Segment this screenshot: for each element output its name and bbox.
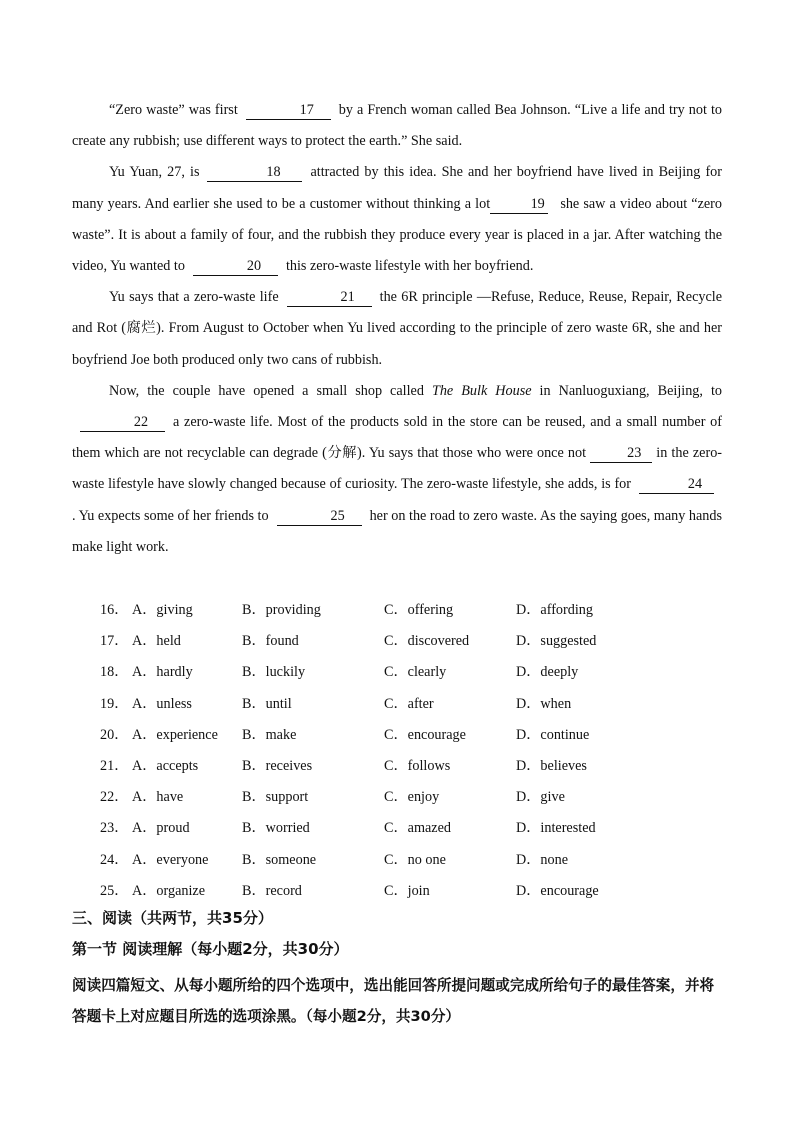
option-a: A．hardly (132, 664, 193, 681)
option-c: C．no one (384, 851, 446, 868)
question-number: 19． (100, 695, 129, 712)
blank-19: 19 (490, 195, 548, 214)
text-segment: “Zero waste” was first (109, 102, 238, 118)
option-a: A．have (132, 789, 184, 806)
paragraph-3 (72, 282, 722, 376)
question-number: 16． (100, 602, 129, 618)
blank-20: 20 (193, 257, 278, 276)
blank-23: 23 (590, 444, 652, 463)
option-d: D．affording (516, 602, 593, 618)
option-d: D．interested (516, 820, 596, 837)
option-d: D．deeply (516, 664, 579, 681)
option-c: C．offering (384, 602, 454, 618)
option-b: B．providing (242, 602, 321, 618)
option-c: C．clearly (384, 664, 447, 681)
option-b: B．until (242, 695, 292, 712)
option-b: B．luckily (242, 664, 306, 681)
option-a: A．everyone (132, 851, 209, 868)
option-d: D．give (516, 789, 565, 806)
option-d: D．encourage (516, 882, 599, 899)
option-d: D．when (516, 695, 572, 712)
option-d: D．none (516, 851, 569, 868)
question-number: 22． (100, 789, 129, 806)
question-number: 21． (100, 757, 129, 774)
option-b: B．make (242, 726, 297, 743)
text-segment: she saw a video about “zero waste”. It is about a family of four, and the rubbish they produce every year is placed in a jar. After watching the video, Yu wanted to (72, 195, 722, 275)
option-c: C．after (384, 695, 434, 712)
section-instructions: 阅读四篇短文、从每小题所给的四个选项中，选出能回答所提问题或完成所给句子的最佳答案，并将答题卡上对应题目所选的选项涂黑。（每小题2分，共30分） (72, 977, 715, 1025)
cloze-passage (72, 95, 722, 563)
question-number: 18． (100, 664, 129, 681)
text-segment: . Yu expects some of her friends to (72, 507, 269, 524)
option-b: B．support (242, 789, 309, 806)
text-segment: her on the road to zero waste. As the saying goes, many hands make light work. (72, 507, 722, 555)
shop-name: The Bulk House (431, 382, 532, 399)
option-d: D．believes (516, 757, 587, 774)
blank-18: 18 (207, 163, 302, 182)
option-d: D．continue (516, 726, 590, 743)
paragraph-4 (72, 376, 722, 563)
text-segment: Yu Yuan, 27, is (109, 164, 200, 181)
option-b: B．found (242, 633, 299, 650)
option-c: C．join (384, 882, 430, 899)
blank-17: 17 (246, 101, 331, 120)
text-segment: the 6R principle —Refuse, Reduce, Reuse, Repair, Recycle and Rot (腐烂). From August to October when Yu lived according to the principle of zero waste 6R, she and her boyfriend Joe both produced only two cans of rubbish. (72, 289, 722, 368)
text-segment: attracted by this idea. She and her boyfriend have lived in Beijing for many years. And earlier she used to be a customer without thinking a lot (72, 164, 723, 212)
text-segment: in the zero-waste lifestyle have slowly changed because of curiosity. The zero-waste lifestyle, she adds, is for (72, 445, 723, 493)
paragraph-1 (72, 95, 722, 157)
paragraph-2 (72, 157, 722, 282)
option-a: A．held (132, 633, 181, 650)
option-a: A．accepts (132, 757, 199, 774)
text-segment: Yu says that a zero-waste life (109, 289, 279, 306)
option-c: C．amazed (384, 820, 451, 837)
question-number: 20． (100, 726, 129, 743)
option-b: B．someone (242, 851, 317, 868)
option-a: A．proud (132, 820, 190, 837)
option-c: C．enjoy (384, 789, 440, 806)
blank-22: 22 (80, 413, 165, 432)
option-a: A．organize (132, 882, 206, 899)
text-segment: in Nanluoguxiang, Beijing, to (539, 382, 722, 399)
option-b: B．worried (242, 820, 310, 837)
option-b: B．record (242, 882, 302, 899)
option-c: C．discovered (384, 633, 470, 650)
option-d: D．suggested (516, 633, 597, 650)
question-number: 23． (100, 820, 129, 837)
text-segment: a zero-waste life. Most of the products sold in the store can be reused, and a small number of them which are not recyclable can degrade (分解). Yu says that those who were once not (72, 414, 722, 462)
question-number: 17． (100, 633, 129, 650)
question-number: 25． (100, 882, 129, 899)
text-segment: Now, the couple have opened a small shop called (109, 382, 424, 399)
section-subtitle: 第一节 阅读理解（每小题2分，共30分） (72, 940, 349, 958)
section-title: 三、阅读（共两节，共35分） (72, 909, 273, 927)
blank-21: 21 (287, 288, 372, 307)
text-segment: by a French woman called Bea Johnson. “Live a life and try not to create any rubbish; use different ways to protect the earth.” She said. (72, 102, 722, 150)
question-number: 24． (100, 851, 129, 868)
option-b: B．receives (242, 757, 313, 774)
option-a: A．experience (132, 726, 218, 743)
option-c: C．encourage (384, 726, 466, 743)
option-a: A．giving (132, 602, 193, 618)
option-a: A．unless (132, 695, 192, 712)
option-c: C．follows (384, 757, 451, 774)
blank-25: 25 (277, 507, 362, 526)
blank-24: 24 (639, 475, 714, 494)
text-segment: this zero-waste lifestyle with her boyfriend. (285, 258, 534, 275)
